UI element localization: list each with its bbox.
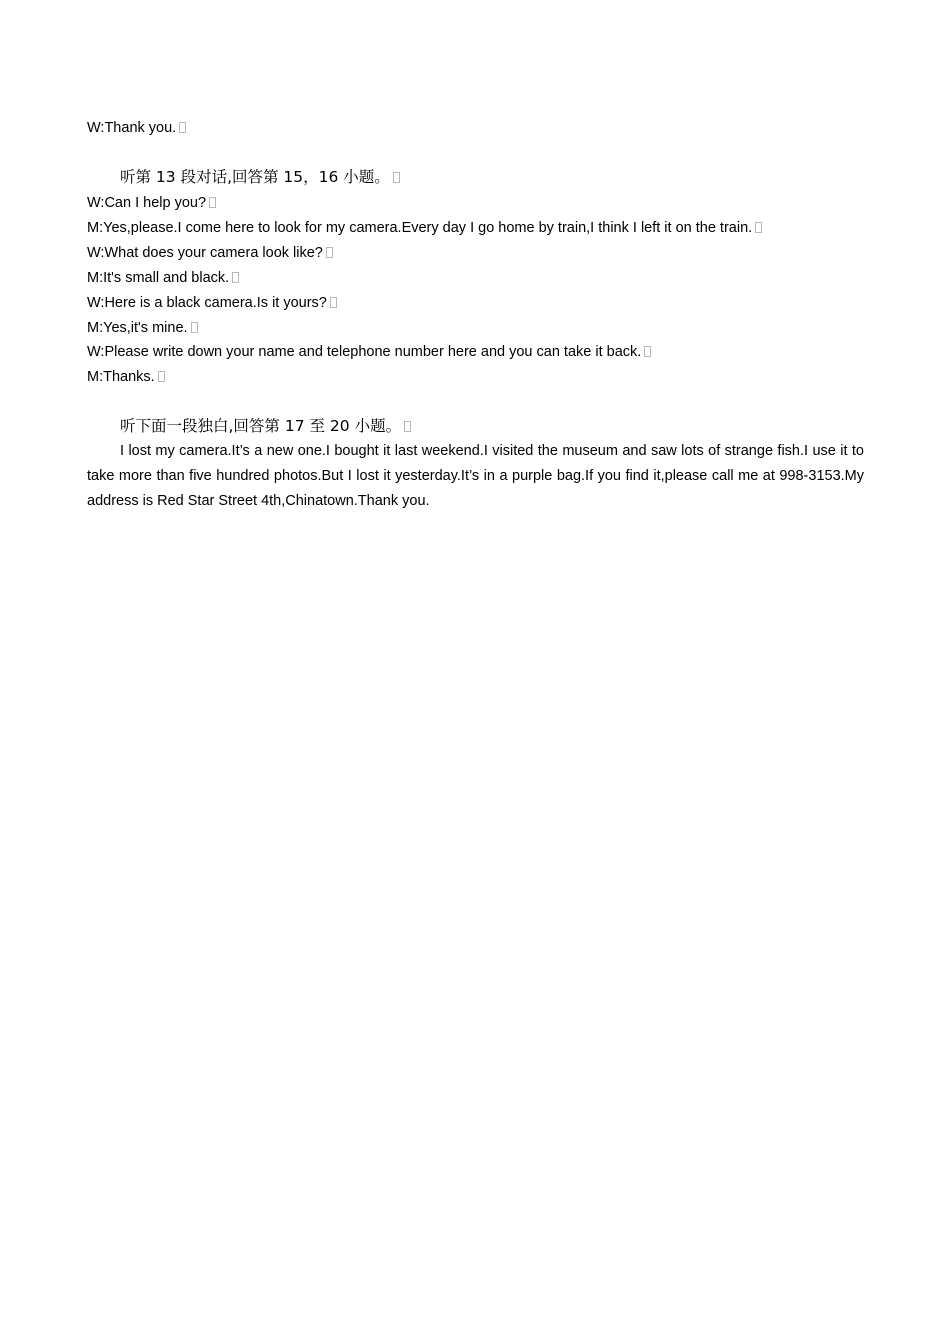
paragraph-mark-icon xyxy=(755,222,762,233)
dialogue-line xyxy=(87,243,333,263)
line-text: W:Here is a black camera.Is it yours? xyxy=(87,295,327,311)
dialogue-line xyxy=(87,367,165,387)
paragraph-mark-icon xyxy=(209,197,216,208)
paragraph-mark-icon xyxy=(326,247,333,258)
heading-text: 听下面一段独白,回答第 17 至 20 小题。 xyxy=(120,417,402,435)
dialogue-line xyxy=(87,342,651,362)
line-text: M:Thanks. xyxy=(87,369,155,385)
monologue-paragraph: I lost my camera.It’s a new one.I bought it last weekend.I visited the museum and saw lots of strange fish.I use it to take more than five hundred photos.But I lost it yesterday.It’s in a purple bag.If you find it,please call me at 998-3153.My address is Red Star Street 4th,Chinatown.Thank you. xyxy=(87,443,864,509)
dialogue-line xyxy=(87,293,337,313)
line-text: M:It's small and black. xyxy=(87,270,230,286)
line-text: W:What does your camera look like? xyxy=(87,245,323,261)
paragraph-mark-icon xyxy=(404,421,411,432)
line-text: W:Please write down your name and telephone number here and you can take it back. xyxy=(87,344,642,360)
paragraph-mark-icon xyxy=(330,297,337,308)
dialogue-line-thank-you xyxy=(87,118,186,138)
section-heading-dialogue-13 xyxy=(120,167,400,187)
line-text: M:Yes,it's mine. xyxy=(87,320,188,336)
heading-text: 听第 13 段对话,回答第 15，16 小题。 xyxy=(120,168,390,186)
dialogue-line xyxy=(87,193,216,213)
paragraph-mark-icon xyxy=(158,371,165,382)
paragraph-mark-icon xyxy=(232,272,239,283)
line-text: M:Yes,please.I come here to look for my camera.Every day I go home by train,I think I left it on the train. xyxy=(87,220,753,236)
dialogue-line xyxy=(87,218,762,238)
dialogue-line xyxy=(87,318,198,338)
line-text: W:Thank you. xyxy=(87,120,177,136)
paragraph-mark-icon xyxy=(179,122,186,133)
paragraph-mark-icon xyxy=(644,346,651,357)
line-text: W:Can I help you? xyxy=(87,195,207,211)
paragraph-mark-icon xyxy=(393,172,400,183)
section-heading-monologue xyxy=(120,416,411,436)
paragraph-mark-icon xyxy=(191,322,198,333)
dialogue-line xyxy=(87,268,239,288)
